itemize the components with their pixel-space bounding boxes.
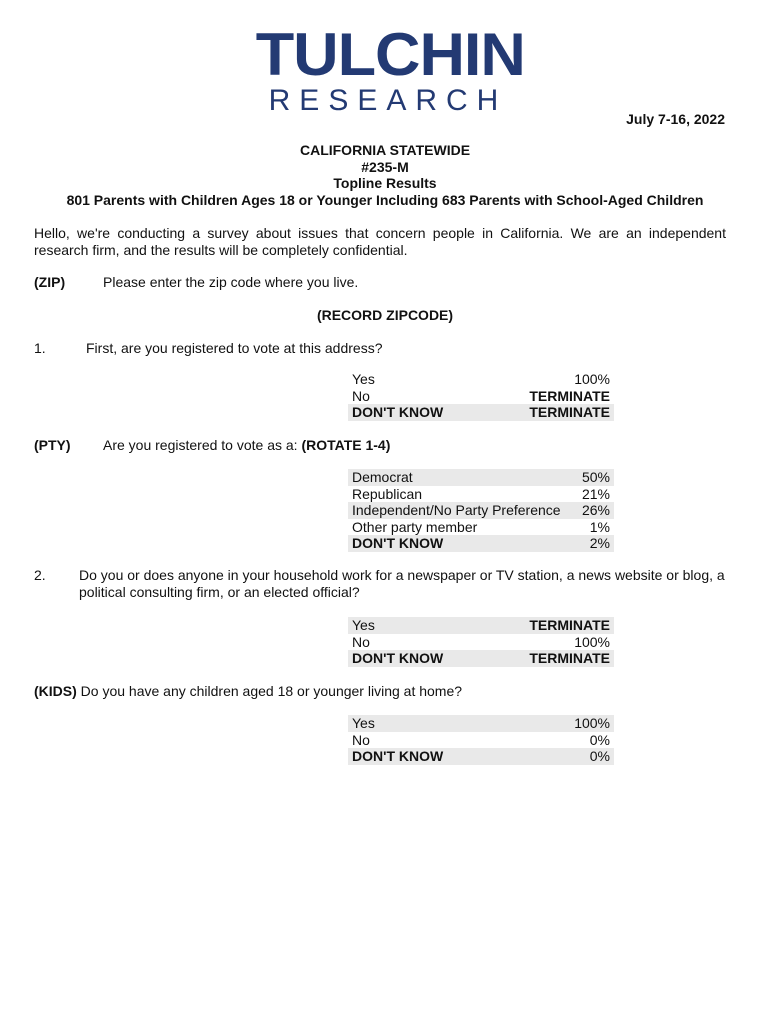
response-row — [348, 388, 614, 405]
pty-rotate-note: (ROTATE 1-4) — [301, 437, 391, 453]
response-option: DON'T KNOW — [352, 404, 444, 420]
response-value: TERMINATE — [529, 404, 610, 420]
pty-response-table — [348, 469, 614, 552]
document-heading — [0, 142, 770, 208]
q1-text: First, are you registered to vote at this address? — [86, 340, 383, 356]
zip-question-text: Please enter the zip code where you live. — [103, 274, 359, 290]
pty-question-prompt: Are you registered to vote as a: — [103, 437, 298, 453]
response-row — [348, 502, 614, 519]
q2-text-line-1: Do you or does anyone in your household work for a newspaper or TV station, a news website or blog, a — [79, 567, 725, 583]
response-option: DON'T KNOW — [352, 535, 444, 551]
response-option: No — [352, 731, 370, 748]
kids-question-text: Do you have any children aged 18 or younger living at home? — [80, 683, 463, 699]
response-value: 0% — [589, 748, 610, 764]
response-value: 100% — [574, 371, 610, 387]
heading-line-3: Topline Results — [333, 175, 437, 191]
q1-response-table — [348, 371, 614, 421]
heading-line-1: CALIFORNIA STATEWIDE — [299, 142, 471, 158]
response-option: Republican — [352, 485, 423, 502]
response-value: 21% — [581, 485, 610, 502]
q2-text — [79, 567, 726, 600]
q2-label: 2. — [34, 567, 46, 583]
q1-label: 1. — [34, 340, 46, 356]
survey-date: July 7-16, 2022 — [626, 111, 725, 127]
intro-paragraph: Hello, we're conducting a survey about issues that concern people in California. We are an independent research firm, and the results will be completely confidential. — [34, 225, 726, 258]
response-option: No — [352, 387, 370, 404]
response-row — [348, 535, 614, 552]
response-option: Yes — [352, 617, 375, 633]
q2-response-table — [348, 617, 614, 667]
response-option: No — [352, 633, 370, 650]
response-row — [348, 371, 614, 388]
response-row — [348, 650, 614, 667]
response-value: TERMINATE — [529, 650, 610, 666]
logo-wordmark-top: TULCHIN — [255, 21, 525, 88]
response-option: Independent/No Party Preference — [352, 502, 561, 518]
response-row — [348, 404, 614, 421]
response-value: 0% — [589, 731, 610, 748]
response-option: Yes — [352, 715, 375, 731]
response-option: Yes — [352, 371, 375, 387]
response-value: 100% — [574, 715, 610, 731]
response-value: 2% — [589, 535, 610, 551]
pty-question-text — [103, 437, 390, 454]
response-option: DON'T KNOW — [352, 650, 444, 666]
response-row — [348, 519, 614, 536]
response-option: DON'T KNOW — [352, 748, 444, 764]
heading-line-2: #235-M — [361, 158, 409, 175]
pty-question-label: (PTY) — [34, 437, 71, 453]
heading-line-4: 801 Parents with Children Ages 18 or Younger Including 683 Parents with School-Aged Children — [66, 191, 704, 208]
tulchin-research-logo — [255, 21, 525, 118]
logo-wordmark-bottom: RESEARCH — [268, 84, 508, 117]
response-value: 50% — [581, 469, 610, 485]
q2-text-line-2: political consulting firm, or an elected official? — [79, 583, 360, 600]
response-row — [348, 748, 614, 765]
response-value: 100% — [574, 633, 610, 650]
response-value: TERMINATE — [529, 617, 610, 633]
kids-question — [34, 683, 462, 700]
response-row — [348, 469, 614, 486]
response-value: 26% — [581, 502, 610, 518]
kids-response-table — [348, 715, 614, 765]
zip-record-note: (RECORD ZIPCODE) — [316, 307, 454, 323]
response-row — [348, 634, 614, 651]
zip-question-label: (ZIP) — [34, 274, 66, 290]
response-row — [348, 732, 614, 749]
response-row — [348, 486, 614, 503]
response-option: Democrat — [352, 469, 413, 485]
response-value: TERMINATE — [529, 387, 610, 404]
response-row — [348, 715, 614, 732]
kids-question-label: (KIDS) — [34, 683, 77, 699]
response-value: 1% — [589, 518, 610, 535]
response-row — [348, 617, 614, 634]
response-option: Other party member — [352, 518, 478, 535]
